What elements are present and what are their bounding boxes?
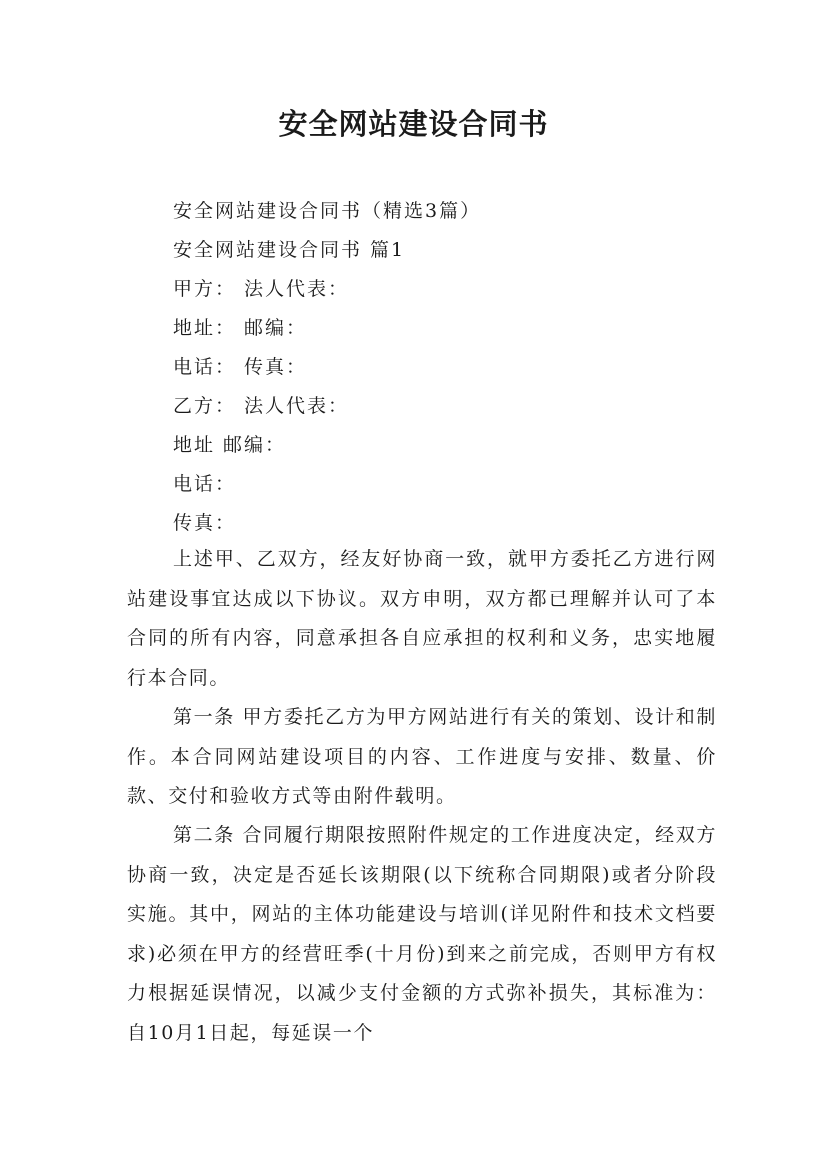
subtitle-line: 安全网站建设合同书（精选3篇） bbox=[173, 200, 482, 222]
article-2-paragraph: 第二条 合同履行期限按照附件规定的工作进度决定，经双方协商一致，决定是否延长该期限(以下统称合同期限)或者分阶段实施。其中，网站的主体功能建设与培训(详见附件和技术文档要求)必须在甲方的经营旺季(十月份)到来之前完成，否则甲方有权力根据延误情况，以减少支付金额的方式弥补损失，其标准为：自10月1日起，每延误一个 bbox=[127, 824, 717, 1044]
party-b-address-line: 地址 邮编： bbox=[173, 434, 287, 456]
intro-paragraph: 上述甲、乙双方，经友好协商一致，就甲方委托乙方进行网站建设事宜达成以下协议。双方申明，双方都已理解并认可了本合同的所有内容，同意承担各自应承担的权利和义务，忠实地履行本合同。 bbox=[127, 548, 717, 689]
document-title: 安全网站建设合同书 bbox=[278, 107, 549, 141]
party-a-phone-line: 电话： 传真： bbox=[173, 356, 308, 378]
party-b-phone-line: 电话： bbox=[173, 473, 237, 495]
section-heading: 安全网站建设合同书 篇1 bbox=[173, 239, 406, 261]
party-a-address-line: 地址： 邮编： bbox=[173, 317, 308, 339]
party-a-line: 甲方： 法人代表： bbox=[173, 278, 350, 300]
party-b-line: 乙方： 法人代表： bbox=[173, 395, 350, 417]
article-1-paragraph: 第一条 甲方委托乙方为甲方网站进行有关的策划、设计和制作。本合同网站建设项目的内容、工作进度与安排、数量、价款、交付和验收方式等由附件载明。 bbox=[127, 706, 717, 807]
party-b-fax-line: 传真： bbox=[173, 512, 237, 534]
